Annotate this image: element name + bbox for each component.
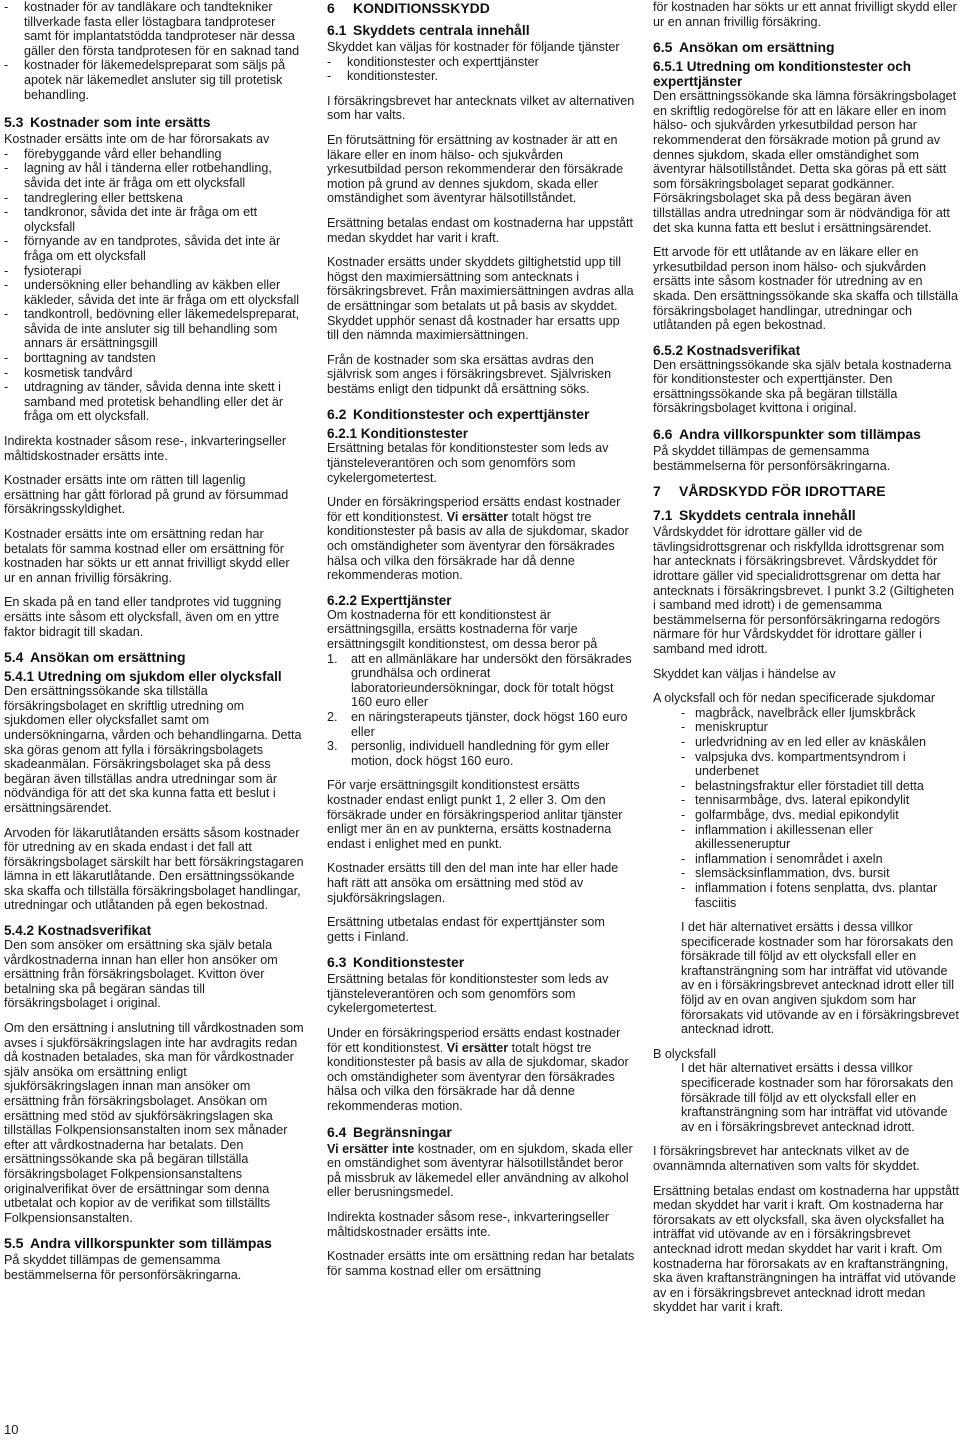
subsection-heading-6-5-1: 6.5.1 Utredning om konditionstester och experttjänster	[653, 59, 912, 90]
subsection-heading-6-5-2: 6.5.2 Kostnadsverifikat	[653, 342, 801, 358]
section-heading-6-6: 6.6 Andra villkorspunkter som tillämpas	[653, 426, 921, 443]
section-heading-5-5: 5.5 Andra villkorspunkter som tillämpas	[4, 1235, 272, 1252]
list-item: - kosmetisk tandvård	[4, 366, 304, 381]
list-item: - tandkontroll, bedövning eller läkemedelspreparat, såvida de inte ansluter sig till behandling som annars är ersättningsgill	[4, 307, 304, 351]
subsection-heading-5-4-2: 5.4.2 Kostnadsverifikat	[4, 923, 152, 939]
list-item: - tennisarmbåge, dvs. lateral epikondylit	[653, 793, 959, 808]
paragraph: Från de kostnader som ska ersättas avdras den självrisk som anges i försäkringsbrevet. Självrisken bestäms enligt den tidpunkt då ersättning söks.	[327, 352, 612, 396]
paragraph: Vi ersätter inte kostnader, om en sjukdom, skada eller en omständighet som äventyrar hälsotillståndet beror på missbruk av läkemedel eller användning av alkohol eller berusningsmedel.	[327, 1141, 633, 1200]
expert-services-list	[327, 652, 635, 769]
list-item: - inflammation i fotens senplatta, dvs. plantar fasciitis	[653, 881, 959, 910]
list-item: - golfarmbåge, dvs. medial epikondylit	[653, 808, 959, 823]
paragraph: Ersättning betalas endast om kostnaderna har uppstått medan skyddet har varit i kraft.	[327, 215, 633, 245]
paragraph: För varje ersättningsgilt konditionstest ersätts kostnader endast enligt punkt 1, 2 eller 3. Om den försäkrade under en försäkringsperiod anlitar tjänster enligt mer än en av punkterna, ersätts kostnaderna endast i enlighet med en punkt.	[327, 778, 623, 851]
paragraph: På skyddet tillämpas de gemensamma bestämmelserna för personförsäkringarna.	[653, 444, 891, 473]
list-item: - inflammation i akillessenan eller akillesseneruptur	[653, 823, 959, 852]
list-item: - magbråck, navelbråck eller ljumskbråck	[653, 706, 959, 721]
list-item: - konditionstester.	[327, 69, 635, 84]
column-right	[653, 0, 959, 1325]
list-item: - inflammation i senområdet i axeln	[653, 852, 959, 867]
paragraph: för kostnaden har sökts ur ett annat frivilligt skydd eller ur en annan frivillig försäkring.	[653, 0, 957, 29]
list-item: - kostnader för läkemedelspreparat som säljs på apotek när läkemedlet ansluter sig till protetisk behandling.	[4, 58, 304, 102]
paragraph: Arvoden för läkarutlåtanden ersätts såsom kostnader för utredning av en skada endast i det fall att försäkringsbolaget särskilt har bett försäkringstagaren lämna in ett läkarutlåtande. Den ersättningssökande ska skaffa och tillställa försäkringsbolaget handlingar, utredningar och utlåtanden på egen bekostnad.	[4, 825, 304, 913]
paragraph: Kostnader ersätts inte om rätten till lagenlig ersättning har gått förlorad på grund av försummad försäkringsskyldighet.	[4, 473, 289, 517]
paragraph: Ett arvode för ett utlåtande av en läkare eller en yrkesutbildad person inom hälso- och sjukvården ersätts inte såsom kostnader för utredning av en skada. Den ersättningssökande ska skaffa och tillställa försäkringsbolaget handlingar, utredningar och utlåtanden på egen bekostnad.	[653, 245, 958, 333]
tooth-cost-list	[4, 0, 304, 102]
paragraph: Kostnader ersätts inte om de har förorsakats av	[4, 132, 270, 147]
section-heading-6-5: 6.5 Ansökan om ersättning	[653, 39, 835, 56]
paragraph: I försäkringsbrevet har antecknats vilket av de ovannämnda alternativen som valts för skyddet.	[653, 1144, 920, 1173]
paragraph: Vårdskyddet för idrottare gäller vid de tävlingsidrottsgrenar och riskfyllda idrottsgrenar som har antecknats i försäkringsbrevet. Vårdskyddet för idrottare gäller vid specialidrottsgrenar om detta har antecknats i försäkringsbrevet. I punkt 3.2 (Giltigheten i samband med idrott) i de gemensamma bestämmelserna för personförsäkringarna redogörs närmare för hur Vårdskyddet för idrottare gäller i samband med idrott.	[653, 525, 955, 656]
list-item: - konditionstester och experttjänster	[327, 55, 635, 70]
paragraph: Kostnader ersätts till den del man inte har eller hade haft rätt att ansöka om ersättning med stöd av sjukförsäkringslagen.	[327, 861, 619, 905]
specified-diseases-list	[653, 706, 959, 910]
paragraph: Ersättning betalas för konditionstester som leds av tjänsteleverantören och som genomförs som cykelergometertest.	[327, 972, 609, 1016]
paragraph: En förutsättning för ersättning av kostnader är att en läkare eller en inom hälso- och sjukvården yrkesutbildad person rekommenderar den försäkrade motion på grund av dennes sjukdom, skada eller omständighet som äventyrar hälsotillståndet.	[327, 132, 624, 206]
option-a-intro: A olycksfall och för nedan specificerade sjukdomar	[653, 691, 936, 706]
list-item: - förebyggande vård eller behandling	[4, 147, 304, 162]
option-a-text: I det här alternativet ersätts i dessa villkor specificerade kostnader som har förorsakats den försäkrade till följd av ett olycksfall eller en kraftansträngning som har inträffat vid utövande av en i försäkringsbrevet antecknad idrott eller till följd av en ovan angiven sjukdom som har förorsakats vid utövande av en i försäkringsbrevet antecknad idrott.	[681, 920, 959, 1037]
paragraph: Om den ersättning i anslutning till vårdkostnaden som avses i sjukförsäkringslagen inte har avdragits redan då kostnaden betalades, ska man för vårdkostnader själv ansöka om ersättning enligt sjukförsäkringslagen innan man ansöker om ersättning från försäkringsbolaget. Ansökan om ersättning med stöd av sjukförsäkringslagen ska tillställas Folkpensionsanstalten inom sex månader efter att vårdkostnaderna har betalats. Den ersättningssökande ska på begäran tillställa försäkringsbolaget Folkpensionsanstaltens originalverifikat över de ersättningar som denna utbetalat och kopior av de verifikat som tillställts Folkpensionsanstalten.	[4, 1021, 304, 1225]
section-heading-6-2: 6.2 Konditionstester och experttjänster	[327, 406, 590, 423]
subsection-heading-5-4-1: 5.4.1 Utredning om sjukdom eller olycksfall	[4, 669, 282, 685]
list-item: - lagning av hål i tänderna eller rotbehandling, såvida det inte är fråga om ett olycksfall	[4, 161, 304, 190]
list-item: - valpsjuka dvs. kompartmentsyndrom i underbenet	[653, 750, 959, 779]
list-item: - fysioterapi	[4, 264, 304, 279]
subsection-heading-6-2-2: 6.2.2 Experttjänster	[327, 592, 452, 608]
paragraph: Den ersättningssökande ska själv betala kostnaderna för konditionstester och experttjänster. Den ersättningssökande ska på begäran tillställa försäkringsbolaget kvittona i original.	[653, 357, 952, 416]
paragraph: Den ersättningssökande ska tillställa försäkringsbolaget en skriftlig utredning om sjukdomen eller olycksfallet samt om undersökningarna, vården och behandlingarna. Detta ska göras genom att fylla i försäkringsbolagets skadeanmälan. Försäkringsbolaget ska på dess begäran även tillställas andra utredningar som är nödvändiga för att det ska kunna fatta ett beslut i ersättningsärendet.	[4, 684, 302, 815]
option-b-text: I det här alternativet ersätts i dessa villkor specificerade kostnader som har förorsakats den försäkrade till följd av ett olycksfall eller en kraftansträngning som har inträffat vid utövande av en i försäkringsbrevet antecknad idrott.	[681, 1061, 954, 1134]
paragraph: Indirekta kostnader såsom rese-, inkvarteringseller måltidskostnader ersätts inte.	[327, 1210, 610, 1239]
paragraph: Kostnader ersätts inte om ersättning redan har betalats för samma kostnad eller om ersättning för kostnaden har sökts ur ett annat frivilligt skydd eller ur en annan frivillig försäkring.	[4, 527, 290, 585]
option-b-label: B olycksfall	[653, 1046, 716, 1061]
paragraph: En skada på en tand eller tandprotes vid tuggning ersätts inte såsom ett olycksfall, även om en yttre faktor bidragit till skadan.	[4, 595, 282, 639]
paragraph: På skyddet tillämpas de gemensamma bestämmelserna för personförsäkringarna.	[4, 1253, 242, 1282]
paragraph: Den som ansöker om ersättning ska själv betala vårdkostnaderna innan han eller hon ansöker om ersättning från försäkringsbolaget. Kvitton över betalning ska på begäran sändas till försäkringsbolaget i original.	[4, 938, 278, 1011]
list-item: 3. personlig, individuell handledning för gym eller motion, dock högst 160 euro.	[327, 739, 610, 768]
section-heading-7-1: 7.1 Skyddets centrala innehåll	[653, 507, 856, 524]
paragraph: Skyddet kan väljas i händelse av	[653, 666, 836, 681]
list-item: - urledvridning av en led eller av knäskålen	[653, 735, 959, 750]
list-item: - borttagning av tandsten	[4, 351, 304, 366]
paragraph: Ersättning betalas endast om kostnaderna har uppstått medan skyddet har varit i kraft. Om kostnaderna har förorsakats av ett olycksfall, ska även olycksfallet ha inträffat vid utövande av en i försäkringsbrevet antecknad idrott medan skyddet har varit i kraft. Om kostnaderna har förorsakats av en kraftansträngning, ska även kraftansträngningen ha inträffat vid utövande av en i försäkringsbrevet antecknad idrott medan skyddet har varit i kraft.	[653, 1183, 959, 1315]
chapter-heading-6: 6 KONDITIONSSKYDD	[327, 0, 490, 16]
page-number: 10	[4, 1422, 19, 1437]
list-item: - utdragning av tänder, såvida denna inte skett i samband med protetisk behandling eller det är fråga om ett olycksfall.	[4, 380, 304, 424]
section-heading-6-3: 6.3 Konditionstester	[327, 954, 465, 971]
paragraph: Under en försäkringsperiod ersätts endast kostnader för ett konditionstest. Vi ersätter totalt högst tre konditionstester på basis av alla de sjukdomar, skador och omständigheter som äventyrar den försäkrades hälsa och vilka den försäkrade har då denne rekommenderas motion.	[327, 495, 629, 583]
list-item: - meniskruptur	[653, 720, 959, 735]
list-item: - undersökning eller behandling av käkben eller käkleder, såvida det inte är fråga om ett olycksfall	[4, 278, 304, 307]
paragraph: Under en försäkringsperiod ersätts endast kostnader för ett konditionstest. Vi ersätter totalt högst tre konditionstester på basis av alla de sjukdomar, skador och omständigheter som äventyrar den försäkrades hälsa och vilka den försäkrade har då denne rekommenderas motion.	[327, 1026, 629, 1114]
list-item: 1. att en allmänläkare har undersökt den försäkrades grundhälsa och ordinerat laboratorieundersökningar, dock för totalt högst 160 euro eller	[327, 651, 632, 710]
paragraph: Kostnader ersätts inte om ersättning redan har betalats för samma kostnad eller om ersättning	[327, 1249, 635, 1278]
service-options-list	[327, 55, 635, 84]
excluded-costs-list	[4, 147, 304, 424]
paragraph: Ersättning utbetalas endast för experttjänster som getts i Finland.	[327, 915, 605, 944]
list-item: - kostnader för av tandläkare och tandtekniker tillverkade fasta eller löstagbara tandproteser samt för implantatstödda tandproteser när dessa gäller den första tandprotesen för en saknad tand	[4, 0, 304, 58]
list-item: 2. en näringsterapeuts tjänster, dock högst 160 euro eller	[327, 709, 628, 739]
paragraph: Kostnader ersätts under skyddets giltighetstid upp till högst den maximiersättning som antecknats i försäkringsbrevet. Från maximiersättningen avdras alla de ersättningar som betalats ut på basis av skyddet. Skyddet upphör senast då kostnader har ersatts upp till den nämnda maximiersättningen.	[327, 255, 634, 343]
paragraph: Skyddet kan väljas för kostnader för följande tjänster	[327, 40, 620, 54]
list-item: - tandreglering eller bettskena	[4, 191, 304, 206]
section-heading-5-3: 5.3 Kostnader som inte ersätts	[4, 114, 211, 131]
paragraph: Indirekta kostnader såsom rese-, inkvarteringseller måltidskostnader ersätts inte.	[4, 434, 287, 463]
paragraph: Den ersättningssökande ska lämna försäkringsbolaget en skriftlig redogörelse för att en läkare eller en inom hälso- och sjukvården yrkesutbildad person har rekommenderat den försäkrade motion på grund av dennes sjukdom, skada eller omständighet som äventyrar hälsotillståndet. Detta ska göras på ett sätt som försäkringsbolaget separat godkänner. Försäkringsbolaget ska på dess begäran även tillställas andra utredningar som är nödvändiga för att det ska kunna fatta ett beslut i ersättningsärendet.	[653, 89, 957, 235]
section-heading-6-4: 6.4 Begränsningar	[327, 1123, 452, 1140]
section-heading-6-1: 6.1 Skyddets centrala innehåll	[327, 22, 530, 38]
subsection-heading-6-2-1: 6.2.1 Konditionstester	[327, 426, 469, 442]
paragraph: I försäkringsbrevet har antecknats vilket av alternativen som har valts.	[327, 93, 635, 123]
section-heading-5-4: 5.4 Ansökan om ersättning	[4, 649, 186, 666]
list-item: - förnyande av en tandprotes, såvida det inte är fråga om ett olycksfall	[4, 234, 304, 263]
paragraph: Ersättning betalas för konditionstester som leds av tjänsteleverantören och som genomförs som cykelergometertest.	[327, 441, 609, 485]
column-left	[4, 0, 304, 1293]
list-item: - slemsäcksinflammation, dvs. bursit	[653, 866, 959, 881]
list-item: - tandkronor, såvida det inte är fråga om ett olycksfall	[4, 205, 304, 234]
list-item: - belastningsfraktur eller förstadiet till detta	[653, 779, 959, 794]
chapter-heading-7: 7 VÅRDSKYDD FÖR IDROTTARE	[653, 483, 886, 500]
column-middle	[327, 0, 635, 1288]
paragraph: Om kostnaderna för ett konditionstest är ersättningsgilla, ersätts kostnaderna för varje ersättningsgilt konditionstest, om dessa beror på	[327, 607, 598, 651]
